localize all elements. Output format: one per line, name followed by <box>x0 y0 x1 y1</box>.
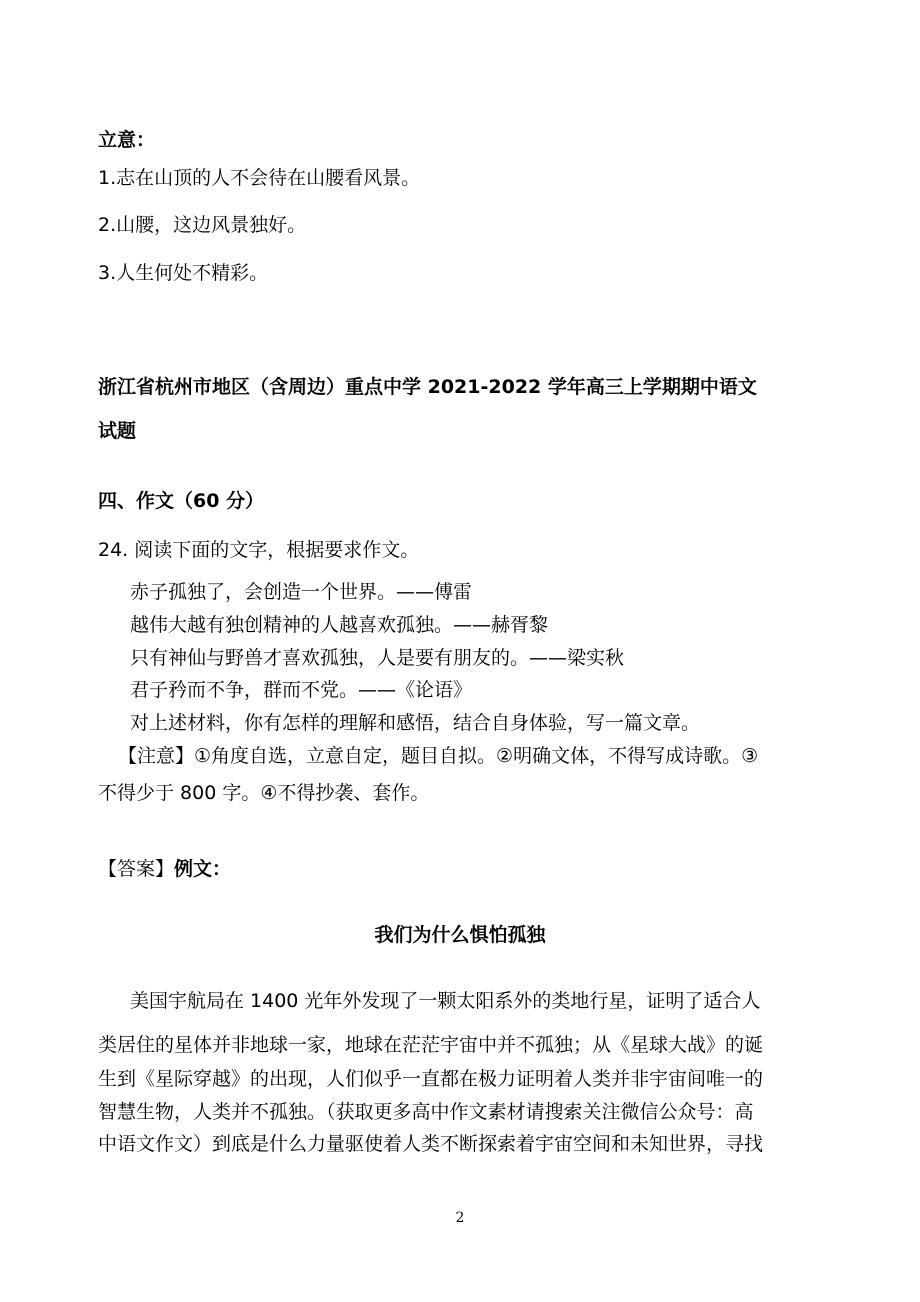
answer-label-bracket: 【答案】 <box>98 858 175 880</box>
essay-line-5: 中语文作文）到底是什么力量驱使着人类不断探索着宇宙空间和未知世界，寻找 <box>98 1133 764 1155</box>
note-line-2: 不得少于 800 字。④不得抄袭、套作。 <box>98 782 430 804</box>
answer-label <box>98 856 231 882</box>
answer-label-text: 例文： <box>174 858 232 880</box>
exam-title-line-1: 浙江省杭州市地区（含周边）重点中学 2021-2022 学年高三上学期期中语文 <box>98 376 757 398</box>
section-heading: 四、作文（60 分） <box>98 490 265 512</box>
liyi-heading: 立意： <box>98 129 156 151</box>
essay-line-4: 智慧生物，人类并不孤独。（获取更多高中作文素材请搜索关注微信公众号：高 <box>98 1101 754 1123</box>
essay-line-2: 类居住的星体并非地球一家，地球在茫茫宇宙中并不孤独；从《星球大战》的诞 <box>98 1034 764 1056</box>
liyi-item-3: 3.人生何处不精彩。 <box>98 262 269 284</box>
note-line-1: 【注意】①角度自选，立意自定，题目自拟。②明确文体，不得写成诗歌。③ <box>118 745 759 767</box>
liyi-item-1: 1.志在山顶的人不会待在山腰看风景。 <box>98 167 421 189</box>
liyi-item-2: 2.山腰，这边风景独好。 <box>98 214 307 236</box>
essay-title: 我们为什么惧怕孤独 <box>374 924 546 946</box>
task-instruction: 对上述材料，你有怎样的理解和感悟，结合自身体验，写一篇文章。 <box>130 712 701 734</box>
exam-title-line-2: 试题 <box>98 420 137 442</box>
quote-1: 赤子孤独了，会创造一个世界。——傅雷 <box>130 581 473 603</box>
page-number: 2 <box>455 1210 465 1226</box>
question-prompt: 24. 阅读下面的文字，根据要求作文。 <box>98 539 420 561</box>
quote-3: 只有神仙与野兽才喜欢孤独，人是要有朋友的。——梁实秋 <box>130 647 625 669</box>
quote-2: 越伟大越有独创精神的人越喜欢孤独。——赫胥黎 <box>130 614 549 636</box>
essay-line-1: 美国宇航局在 1400 光年外发现了一颗太阳系外的类地行星，证明了适合人 <box>130 990 761 1012</box>
essay-line-3: 生到《星际穿越》的出现，人们似乎一直都在极力证明着人类并非宇宙间唯一的 <box>98 1068 764 1090</box>
quote-4: 君子矜而不争，群而不党。——《论语》 <box>130 679 473 701</box>
